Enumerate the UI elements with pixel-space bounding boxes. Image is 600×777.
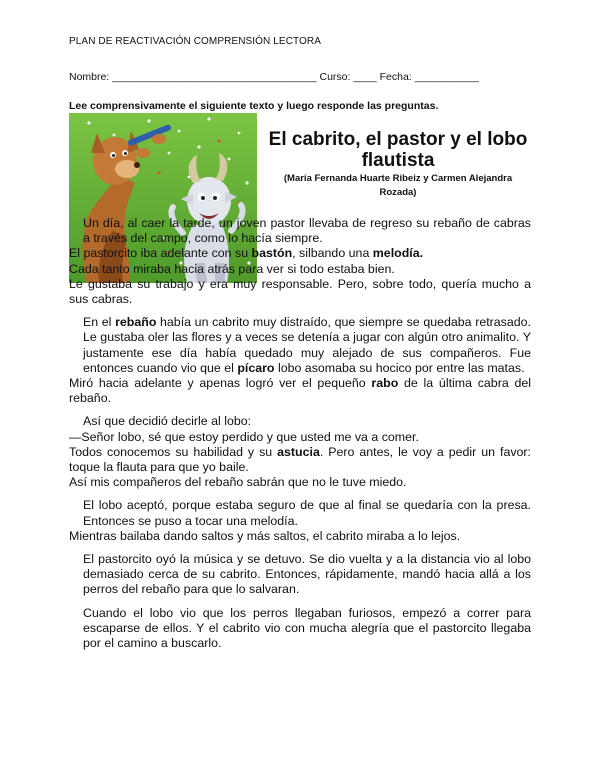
paragraph-2b	[69, 376, 531, 406]
nombre-label: Nombre:	[69, 71, 113, 83]
paragraph-3a: Así que decidió decirle al lobo:	[83, 414, 252, 429]
p1b-text: El pastorcito iba adelante con su	[69, 246, 252, 261]
curso-label: Curso:	[316, 71, 354, 83]
paragraph-2	[69, 315, 531, 376]
p2-bold: rebaño	[115, 315, 157, 330]
fecha-blank: ___________	[414, 71, 479, 83]
instruction-text: Lee comprensivamente el siguiente texto y luego responde las preguntas.	[69, 100, 439, 112]
p1b-bold: bastón	[251, 246, 293, 261]
story-authors: (María Fernanda Huarte Ribeiz y Carmen Alejandra Rozada)	[283, 173, 513, 198]
p2b-bold: rabo	[371, 376, 399, 391]
nombre-blank: ___________________________________	[112, 71, 317, 83]
fecha-label: Fecha:	[376, 71, 415, 83]
paragraph-4b: Mientras bailaba dando saltos y más saltos, el cabrito miraba a lo lejos.	[69, 528, 461, 543]
story-body	[69, 216, 531, 659]
p1b-text-2: , silbando una	[292, 246, 373, 261]
p2-text: En el	[83, 315, 116, 330]
paragraph-3d: Así mis compañeros del rebaño sabrán que no le tuve miedo.	[69, 475, 407, 490]
paragraph-3c	[69, 445, 531, 475]
paragraph-4a: El lobo aceptó, porque estaba seguro de que al final se quedaría con la presa. Entonces se puso a tocar una melodía.	[83, 498, 531, 528]
p3c-text-2: . Pero antes, le voy a pedir un favor: toque la flauta para que yo baile.	[69, 444, 531, 475]
p2-text-3: lobo asomaba su hocico por entre las matas.	[274, 360, 525, 375]
paragraph-1b	[69, 246, 531, 261]
p2b-text: Miró hacia adelante y apenas logró ver el pequeño	[69, 376, 372, 391]
paragraph-1d: Le gustaba su trabajo y era muy responsable. Pero, sobre todo, quería mucho a sus cabras.	[69, 276, 531, 307]
paragraph-1a: Un día, al caer la tarde, un joven pastor llevaba de regreso su rebaño de cabras a través del campo, como lo hacía siempre.	[83, 216, 531, 246]
p2-bold-2: pícaro	[237, 360, 275, 375]
p3c-bold: astucia	[277, 444, 320, 459]
curso-blank: ____	[353, 71, 377, 83]
document-header: PLAN DE REACTIVACIÓN COMPRENSIÓN LECTORA	[69, 36, 322, 47]
paragraph-3b: —Señor lobo, sé que estoy perdido y que usted me va a comer.	[69, 429, 419, 444]
student-info-line	[69, 71, 479, 83]
p2b-text-2: de la última cabra del rebaño.	[69, 376, 531, 406]
paragraph-1c: Cada tanto miraba hacia atrás para ver si todo estaba bien.	[69, 261, 395, 276]
p3c-text: Todos conocemos su habilidad y su	[69, 444, 278, 459]
story-title: El cabrito, el pastor y el lobo flautista	[268, 129, 528, 171]
p1b-bold-2: melodía.	[372, 246, 424, 261]
paragraph-5: El pastorcito oyó la música y se detuvo. Se dio vuelta y a la distancia vio al lobo demasiado cerca de su cabrito. Entonces, rápidamente, mandó hacia allá a los perros del rebaño para que lo salvaran.	[83, 552, 531, 597]
p2-text-2: había un cabrito muy distraído, que siempre se quedaba retrasado. Le gustaba oler las flores y a veces se detenía a jugar con algún otro animalito. Y justamente ese día había quedado muy alejado de sus compañeros. Fue entonces cuando vio que el	[83, 315, 531, 375]
paragraph-6: Cuando el lobo vio que los perros llegaban furiosos, empezó a correr para escaparse de ellos. Y el cabrito vio con mucha alegría que el pastorcito llegaba por el camino a buscarlo.	[83, 605, 531, 651]
